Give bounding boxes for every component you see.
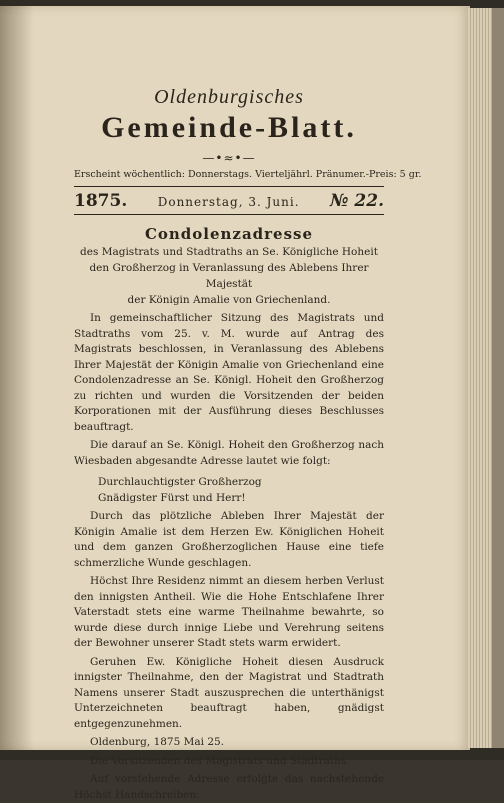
page-edges (468, 8, 504, 748)
masthead-kicker: Oldenburgisches (154, 86, 304, 108)
salutation-line: Gnädigster Fürst und Herr! (98, 491, 246, 504)
page-content (74, 86, 422, 803)
article-paragraph: Höchst Ihre Residenz nimmt an diesem herben Verlust den innigsten Antheil. Wie die Hohe Entschlafene Ihrer Vaterstadt stets eine warme Theilnahme bewahrte, so wurde diese durch innige Liebe und Verehrung seitens der Bewohner unserer Stadt stets warm erwidert. (74, 575, 384, 649)
issue-number: № 22. (330, 191, 384, 211)
salutation-line: Durchlauchtigster Großherzog (98, 476, 262, 488)
article-intro-line: der Königin Amalie von Griechenland. (127, 294, 331, 306)
dateline (74, 186, 384, 215)
article-intro-line: den Großherzog in Veranlassung des Ablebens Ihrer Majestät (89, 262, 369, 290)
article-paragraph: Auf vorstehende Adresse erfolgte das nachstehende Höchst Handschreiben: (74, 773, 384, 801)
article-intro-line: des Magistrats und Stadtraths an Se. Königliche Hoheit (80, 246, 378, 258)
article-heading: Condolenzadresse (144, 225, 314, 243)
article-paragraph: Geruhen Ew. Königliche Hoheit diesen Ausdruck innigster Theilnahme, den der Magistrat und Stadtrath Namens unserer Stadt auszusprechen die unterthänigst Unterzeichneten beauftragt haben, gnädigst entgegenzunehmen. (74, 655, 384, 730)
masthead-ornament: —•≈•— (202, 151, 256, 165)
masthead-title: Gemeinde-Blatt. (101, 111, 357, 144)
newspaper-page (0, 6, 470, 801)
salutation (74, 475, 384, 506)
article-paragraph: Die darauf an Se. Königl. Hoheit den Großherzog nach Wiesbaden abgesandte Adresse lautet wie folgt: (74, 439, 384, 467)
signature-line: Die Vorsitzenden des Magistrats und Stadtraths. (90, 754, 350, 767)
binding-shadow (0, 6, 34, 750)
place-date-line: Oldenburg, 1875 Mai 25. (90, 736, 225, 748)
publication-info: Erscheint wöchentlich: Donnerstags. Vierteljährl. Pränumer.-Preis: 5 gr. (74, 169, 422, 180)
issue-year: 1875. (74, 191, 128, 211)
article-paragraph: In gemeinschaftlicher Sitzung des Magistrats und Stadtraths vom 25. v. M. wurde auf Antrag des Magistrats beschlossen, in Veranlassung des Ablebens Ihrer Majestät der Königin Amalie von Griechenland eine Condolenzadresse an Se. Königl. Hoheit den Großherzog zu richten und wurden die Vorsitzenden der beiden Korporationen mit der Ausführung dieses Beschlusses beauftragt. (74, 312, 384, 433)
issue-date: Donnerstag, 3. Juni. (157, 195, 300, 209)
article-paragraph: Durch das plötzliche Ableben Ihrer Majestät der Königin Amalie ist dem Herzen Ew. Königlichen Hoheit und dem ganzen Großherzoglichen Hause eine tiefe schmerzliche Wunde geschlagen. (74, 510, 384, 569)
